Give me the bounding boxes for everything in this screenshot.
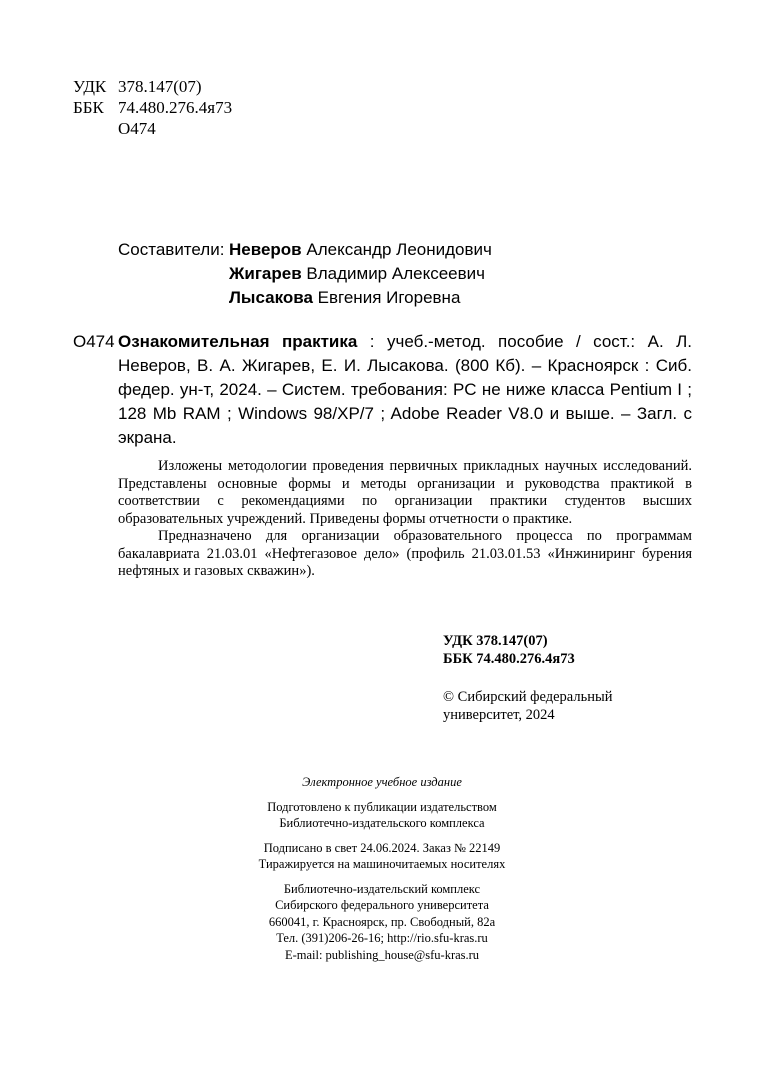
edition-type: Электронное учебное издание <box>302 775 462 789</box>
compiler-3-surname: Лысакова <box>229 288 313 307</box>
compiler-2 <box>229 262 485 286</box>
compiler-1 <box>229 238 492 262</box>
copyright-line-1: © Сибирский федеральный <box>443 689 613 705</box>
compiler-3-name: Евгения Игоревна <box>317 288 461 307</box>
annotation-paragraph-1: Изложены методологии проведения первичных прикладных научных исследований. Представлены основные формы и методы организации и руководства практикой в соответствии с рекомендациями по организации практики студентов высших образовательных учреждений. Приведены формы отчетности о практике. <box>118 458 692 527</box>
compiler-1-surname: Неверов <box>229 240 302 259</box>
codes-right <box>443 632 575 668</box>
udk-right: УДК 378.147(07) <box>443 633 548 649</box>
compiler-3 <box>229 286 460 310</box>
signed-line: Подписано в свет 24.06.2024. Заказ № 22149 <box>263 840 501 855</box>
copies-line: Тиражируется на машиночитаемых носителях <box>258 857 506 871</box>
compiler-1-name: Александр Леонидович <box>306 240 492 259</box>
classification-block <box>73 76 323 142</box>
bbk-right: ББК 74.480.276.4я73 <box>443 651 575 667</box>
compilers-block <box>118 238 618 310</box>
bibliographic-code: О474 <box>73 332 115 351</box>
publisher-line-1: Библиотечно-издательский комплекс <box>283 881 481 896</box>
address-line: 660041, г. Красноярск, пр. Свободный, 82а <box>268 914 496 929</box>
email-line: E-mail: publishing_house@sfu-kras.ru <box>284 947 480 962</box>
book-description: : учеб.-метод. пособие / сост.: А. Л. Неверов, В. А. Жигарев, Е. И. Лысакова. (800 Кб). – Красноярск : Сиб. федер. ун-т, 2024. – Систем. требования: PC не ниже класса Pentium I ; 128 Mb RAM ; Windows 98/XP/7 ; Adobe Reader V8.0 и выше. – Загл. с экрана. <box>118 332 692 447</box>
publisher-line-2: Сибирского федерального университета <box>275 898 489 912</box>
annotation-block <box>118 458 692 581</box>
imprint-block <box>0 774 764 963</box>
phone-line: Тел. (391)206-26-16; http://rio.sfu-kras.ru <box>276 931 488 945</box>
author-mark: О474 <box>118 119 156 138</box>
book-title: Ознакомительная практика <box>118 332 358 351</box>
compilers-label: Составители: <box>118 240 225 259</box>
bibliographic-block <box>73 330 693 447</box>
prepared-line-1: Подготовлено к публикации издательством <box>267 799 497 814</box>
udk-label: УДК <box>73 77 107 96</box>
compiler-2-name: Владимир Алексеевич <box>306 264 485 283</box>
bbk-value: 74.480.276.4я73 <box>118 98 233 117</box>
prepared-line-2: Библиотечно-издательского комплекса <box>279 816 485 830</box>
udk-value: 378.147(07) <box>118 77 202 96</box>
bibliographic-text <box>118 330 692 450</box>
annotation-paragraph-2: Предназначено для организации образовательного процесса по программам бакалавриата 21.03.01 «Нефтегазовое дело» (профиль 21.03.01.53 «Инжиниринг бурения нефтяных и газовых скважин»). <box>118 528 692 579</box>
copyright-line-2: университет, 2024 <box>443 707 555 723</box>
compiler-2-surname: Жигарев <box>229 264 302 283</box>
bbk-label: ББК <box>73 98 104 117</box>
copyright-block <box>443 688 612 724</box>
